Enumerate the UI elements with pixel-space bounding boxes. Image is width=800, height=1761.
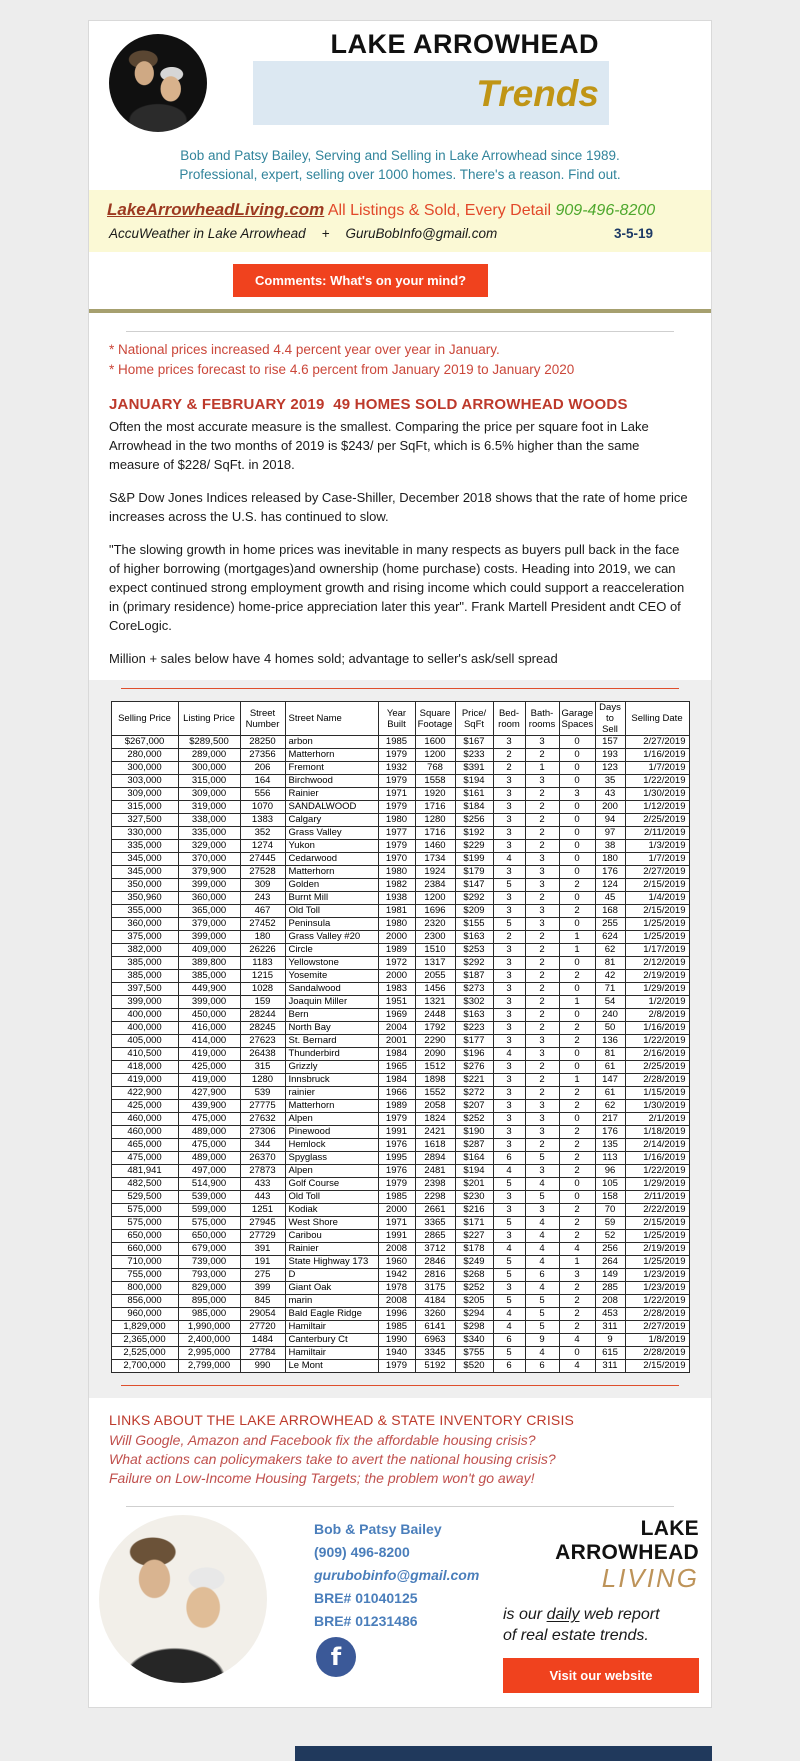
table-row: 419,000 419,000 1280 Innsbruck 1984 1898 $221 3 2 1 147 2/28/2019	[111, 1074, 689, 1087]
column-header: Days to Sell	[595, 702, 625, 736]
brand-lake-arrowhead: LAKE ARROWHEAD	[555, 1517, 699, 1564]
table-row: 422,900 427,900 539 rainier 1966 1552 $272 3 2 2 61 1/15/2019	[111, 1087, 689, 1100]
table-row: 400,000 450,000 28244 Bern 1969 2448 $163 3 2 0 240 2/8/2019	[111, 1009, 689, 1022]
brand-blurb	[503, 1604, 699, 1646]
table-row: 315,000 319,000 1070 SANDALWOOD 1979 1716 $184 3 2 0 200 1/12/2019	[111, 801, 689, 814]
table-row: 410,500 419,000 26438 Thunderbird 1984 2090 $196 4 3 0 81 2/16/2019	[111, 1048, 689, 1061]
blurb-daily: daily	[546, 1606, 580, 1623]
thin-divider-top	[126, 331, 674, 332]
header	[89, 21, 711, 146]
table-row: 335,000 329,000 1274 Yukon 1979 1460 $229 3 2 0 38 1/3/2019	[111, 840, 689, 853]
table-row: 300,000 300,000 206 Fremont 1932 768 $391 2 1 0 123 1/7/2019	[111, 762, 689, 775]
facebook-icon[interactable]	[316, 1637, 356, 1677]
links-heading: LINKS ABOUT THE LAKE ARROWHEAD & STATE INVENTORY CRISIS	[109, 1412, 575, 1428]
table-row: 327,500 338,000 1383 Calgary 1980 1280 $256 3 2 0 94 2/25/2019	[111, 814, 689, 827]
bullet-national: * National prices increased 4.4 percent year over year in January.	[109, 342, 500, 357]
banner-line1	[107, 200, 691, 220]
table-row: 2,525,000 2,995,000 27784 Hamiltair 1940 3345 $755 5 4 0 615 2/28/2019	[111, 1347, 689, 1360]
paragraph-million: Million + sales below have 4 homes sold; advantage to seller's ask/sell spread	[109, 651, 558, 666]
tan-divider	[89, 309, 711, 313]
bottom-bar	[295, 1746, 712, 1761]
plus-sign: +	[321, 226, 330, 241]
table-row: 660,000 679,000 391 Rainier 2008 3712 $178 4 4 4 256 2/19/2019	[111, 1243, 689, 1256]
weather-text: AccuWeather in Lake Arrowhead	[109, 226, 306, 241]
links-section	[89, 1412, 711, 1507]
column-header: Garage Spaces	[559, 702, 595, 736]
listings-text: All Listings & Sold, Every Detail	[327, 202, 552, 219]
bre-number-2: BRE# 01231486	[314, 1613, 418, 1629]
table-row: 575,000 575,000 27945 West Shore 1971 3365 $171 5 4 2 59 2/15/2019	[111, 1217, 689, 1230]
table-row: 399,000 399,000 159 Joaquin Miller 1951 1321 $302 3 2 1 54 1/2/2019	[111, 996, 689, 1009]
table-row: 360,000 379,000 27452 Peninsula 1980 2320 $155 5 3 0 255 1/25/2019	[111, 918, 689, 931]
table-row: 475,000 489,000 26370 Spyglass 1995 2894 $164 6 5 2 113 1/16/2019	[111, 1152, 689, 1165]
table-row: 529,500 539,000 443 Old Toll 1985 2298 $230 3 5 0 158 2/11/2019	[111, 1191, 689, 1204]
footer-brand	[503, 1515, 699, 1687]
banner-phone: 909-496-8200	[555, 202, 656, 219]
table-row: 385,000 385,000 1215 Yosemite 2000 2055 $187 3 2 2 42 2/19/2019	[111, 970, 689, 983]
issue-date: 3-5-19	[613, 226, 653, 241]
table-row: 385,000 389,800 1183 Yellowstone 1972 1317 $292 3 2 0 81 2/12/2019	[111, 957, 689, 970]
sales-table-header-row	[111, 702, 689, 736]
market-bullets	[109, 340, 691, 380]
table-row: 309,000 309,000 556 Rainier 1971 1920 $161 3 2 3 43 1/30/2019	[111, 788, 689, 801]
table-row: 345,000 379,900 27528 Matterhorn 1980 1924 $179 3 3 0 176 2/27/2019	[111, 866, 689, 879]
paragraph-sqft: Often the most accurate measure is the smallest. Comparing the price per square foot in Lake Arrowhead in the two months of 2019 is $243/ per SqFt, which is 6.5% higher than the same measure of $228/ SqFt. in 2018.	[109, 419, 649, 472]
link-item[interactable]: What actions can policymakers take to avert the national housing crisis?	[109, 1451, 556, 1467]
facebook-glyph: f	[330, 1643, 342, 1671]
table-row: 397,500 449,900 1028 Sandalwood 1983 1456 $273 3 2 0 71 1/29/2019	[111, 983, 689, 996]
thin-divider-bottom	[126, 1506, 674, 1507]
sales-table-block	[89, 680, 711, 1398]
tagline-line1: Bob and Patsy Bailey, Serving and Selling in Lake Arrowhead since 1989.	[180, 148, 620, 163]
table-row: 400,000 416,000 28245 North Bay 2004 1792 $223 3 2 2 50 1/16/2019	[111, 1022, 689, 1035]
intro-section	[89, 331, 711, 668]
table-row: 425,000 439,900 27775 Matterhorn 1989 2058 $207 3 3 2 62 1/30/2019	[111, 1100, 689, 1113]
table-row: $267,000 $289,500 28250 arbon 1985 1600 $167 3 3 0 157 2/27/2019	[111, 736, 689, 749]
column-header: Listing Price	[178, 702, 240, 736]
comments-button[interactable]: Comments: What's on your mind?	[233, 264, 488, 297]
comments-row	[89, 264, 711, 297]
table-row: 355,000 365,000 467 Old Toll 1981 1696 $209 3 3 2 168 2/15/2019	[111, 905, 689, 918]
table-row: 330,000 335,000 352 Grass Valley 1977 1716 $192 3 2 0 97 2/11/2019	[111, 827, 689, 840]
column-header: Selling Price	[111, 702, 178, 736]
sales-table	[111, 701, 690, 1373]
sales-table-body	[111, 736, 689, 1373]
page-title: LAKE ARROWHEAD	[330, 29, 599, 59]
table-row: 960,000 985,000 29054 Bald Eagle Ridge 1996 3260 $294 4 5 2 453 2/28/2019	[111, 1308, 689, 1321]
link-item[interactable]: Failure on Low-Income Housing Targets; the problem won't go away!	[109, 1470, 535, 1486]
table-row: 856,000 895,000 845 marin 2008 4184 $205 5 5 2 208 1/22/2019	[111, 1295, 689, 1308]
site-link[interactable]: LakeArrowheadLiving.com	[107, 200, 325, 219]
table-row: 418,000 425,000 315 Grizzly 1965 1512 $276 3 2 0 61 2/25/2019	[111, 1061, 689, 1074]
visit-website-button[interactable]: Visit our website	[503, 1658, 699, 1693]
column-header: Price/ SqFt	[455, 702, 493, 736]
table-row: 345,000 370,000 27445 Cedarwood 1970 1734 $199 4 3 0 180 1/7/2019	[111, 853, 689, 866]
links-list	[109, 1431, 691, 1488]
blurb-pre: is our	[503, 1606, 547, 1623]
column-header: Street Number	[240, 702, 285, 736]
table-row: 303,000 315,000 164 Birchwood 1979 1558 $194 3 3 0 35 1/22/2019	[111, 775, 689, 788]
bullet-forecast: * Home prices forecast to rise 4.6 percent from January 2019 to January 2020	[109, 362, 575, 377]
table-row: 800,000 829,000 399 Giant Oak 1978 3175 $252 3 4 2 285 1/23/2019	[111, 1282, 689, 1295]
table-row: 1,829,000 1,990,000 27720 Hamiltair 1985 6141 $298 4 5 2 311 2/27/2019	[111, 1321, 689, 1334]
column-header: Bed- room	[493, 702, 525, 736]
table-row: 280,000 289,000 27356 Matterhorn 1979 1200 $233 2 2 0 193 1/16/2019	[111, 749, 689, 762]
table-row: 710,000 739,000 191 State Highway 173 1960 2846 $249 5 4 1 264 1/25/2019	[111, 1256, 689, 1269]
table-row: 405,000 414,000 27623 St. Bernard 2001 2290 $177 3 3 2 136 1/22/2019	[111, 1035, 689, 1048]
banner-email[interactable]: GuruBobInfo@gmail.com	[345, 226, 498, 241]
table-row: 382,000 409,000 26226 Circle 1989 1510 $253 3 2 1 62 1/17/2019	[111, 944, 689, 957]
section-heading: JANUARY & FEBRUARY 2019 49 HOMES SOLD ARROWHEAD WOODS	[109, 396, 628, 413]
paragraph-caseshiller: S&P Dow Jones Indices released by Case-Shiller, December 2018 shows that the rate of home price increases across the U.S. has continued to slow.	[109, 490, 688, 524]
table-row: 375,000 399,000 180 Grass Valley #20 2000 2300 $163 2 2 1 624 1/25/2019	[111, 931, 689, 944]
column-header: Bath- rooms	[525, 702, 559, 736]
footer-phone: (909) 496-8200	[314, 1544, 410, 1560]
table-row: 465,000 475,000 344 Hemlock 1976 1618 $287 3 2 2 135 2/14/2019	[111, 1139, 689, 1152]
tagline-line2: Professional, expert, selling over 1000 homes. There's a reason. Find out.	[179, 167, 621, 182]
red-divider-top	[121, 688, 679, 689]
blurb-line2: of real estate trends.	[503, 1627, 649, 1644]
column-header: Square Footage	[415, 702, 455, 736]
table-row: 460,000 489,000 27306 Pinewood 1991 2421 $190 3 3 2 176 1/18/2019	[111, 1126, 689, 1139]
agent-names: Bob & Patsy Bailey	[314, 1521, 442, 1537]
bre-number-1: BRE# 01040125	[314, 1590, 418, 1606]
page-subtitle: Trends	[476, 73, 599, 114]
link-item[interactable]: Will Google, Amazon and Facebook fix the affordable housing crisis?	[109, 1432, 536, 1448]
footer	[89, 1515, 711, 1687]
brand-living: LIVING	[601, 1563, 699, 1593]
table-row: 2,365,000 2,400,000 1484 Canterbury Ct 1990 6963 $340 6 9 4 9 1/8/2019	[111, 1334, 689, 1347]
column-header: Street Name	[285, 702, 378, 736]
table-row: 482,500 514,900 433 Golf Course 1979 2398 $201 5 4 0 105 1/29/2019	[111, 1178, 689, 1191]
agents-photo	[109, 34, 207, 132]
red-divider-bottom	[121, 1385, 679, 1386]
agents-photo-footer	[99, 1515, 267, 1683]
banner-line2	[107, 226, 691, 241]
newsletter-card	[88, 20, 712, 1708]
table-row: 755,000 793,000 275 D 1942 2816 $268 5 6 3 149 1/23/2019	[111, 1269, 689, 1282]
table-row: 460,000 475,000 27632 Alpen 1979 1824 $252 3 3 0 217 2/1/2019	[111, 1113, 689, 1126]
column-header: Year Built	[378, 702, 415, 736]
column-header: Selling Date	[625, 702, 689, 736]
table-row: 350,000 399,000 309 Golden 1982 2384 $147 5 3 2 124 2/15/2019	[111, 879, 689, 892]
footer-email[interactable]: gurubobinfo@gmail.com	[314, 1567, 480, 1583]
table-row: 481,941 497,000 27873 Alpen 1976 2481 $194 4 3 2 96 1/22/2019	[111, 1165, 689, 1178]
table-row: 575,000 599,000 1251 Kodiak 2000 2661 $216 3 3 2 70 2/22/2019	[111, 1204, 689, 1217]
tagline	[89, 146, 711, 186]
table-row: 350,960 360,000 243 Burnt Mill 1938 1200 $292 3 2 0 45 1/4/2019	[111, 892, 689, 905]
paragraph-quote: "The slowing growth in home prices was inevitable in many respects as buyers pull back in the face of higher borrowing (mortgages)and ownership (home purchase) costs. Heading into 2019, we can expect continued strong employment growth and rising income which could support a reacceleration in (primary residence) home-price appreciation later this year". Frank Martell President andt CEO of CoreLogic.	[109, 542, 685, 633]
table-row: 2,700,000 2,799,000 990 Le Mont 1979 5192 $520 6 6 4 311 2/15/2019	[111, 1360, 689, 1373]
blurb-post: web report	[579, 1606, 660, 1623]
contact-banner	[89, 190, 711, 252]
footer-contact	[314, 1515, 494, 1687]
table-row: 650,000 650,000 27729 Caribou 1991 2865 $227 3 4 2 52 1/25/2019	[111, 1230, 689, 1243]
